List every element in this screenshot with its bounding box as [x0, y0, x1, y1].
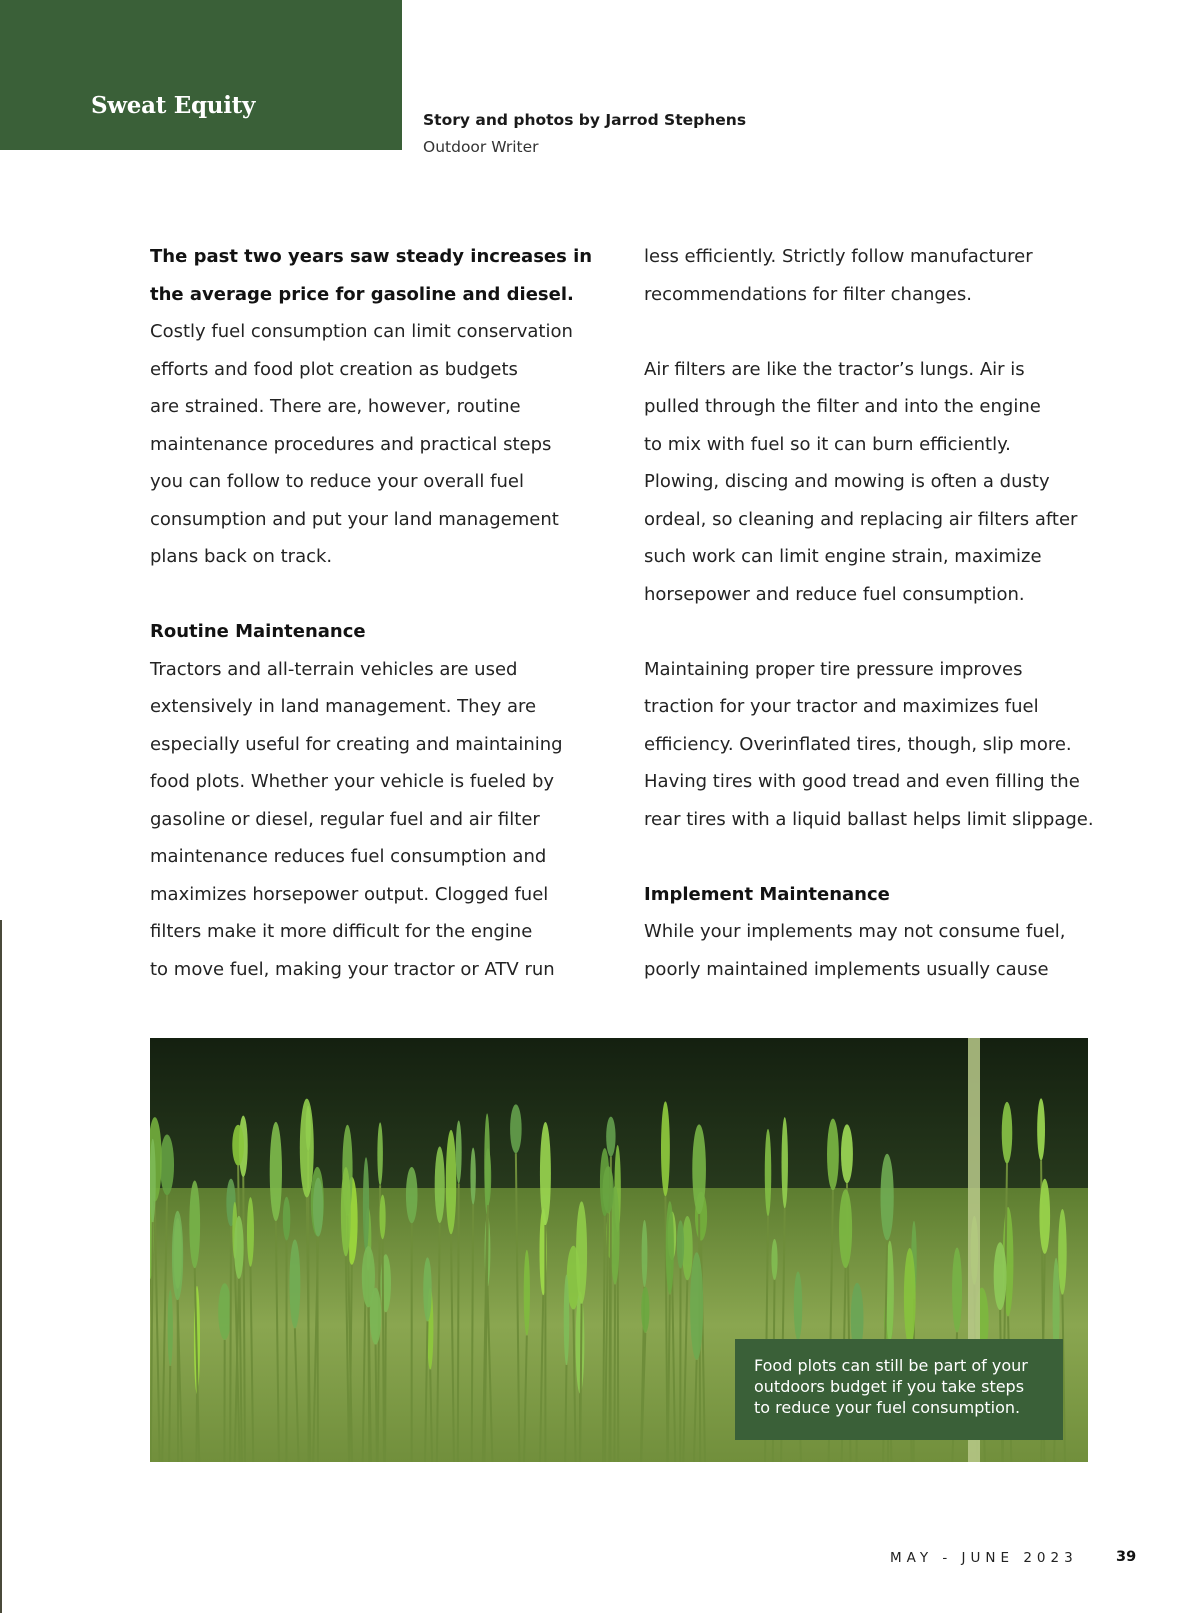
paragraph-break: [644, 313, 1094, 351]
paragraph-break: [644, 613, 1094, 651]
text-line: ordeal, so cleaning and replacing air filters after: [644, 508, 1078, 530]
section-header-tab: [0, 0, 402, 150]
caption-line: Food plots can still be part of your: [754, 1356, 1028, 1375]
issue-date: MAY - JUNE 2023: [890, 1550, 1078, 1566]
text-line: rear tires with a liquid ballast helps limit slippage.: [644, 808, 1094, 830]
bold-text-line: the average price for gasoline and diesel.: [150, 283, 574, 305]
article-column-left: [150, 238, 592, 988]
bold-text-line: Implement Maintenance: [644, 883, 890, 905]
text-line: food plots. Whether your vehicle is fueled by: [150, 771, 555, 792]
text-line: Tractors and all-terrain vehicles are used: [150, 658, 518, 680]
page-number: 39: [1116, 1549, 1137, 1565]
photo-caption: [735, 1339, 1063, 1440]
paragraph-break: [644, 838, 1094, 876]
text-line: recommendations for filter changes.: [644, 283, 972, 305]
text-line: such work can limit engine strain, maximize: [644, 546, 1042, 567]
text-line: poorly maintained implements usually cause: [644, 958, 1049, 980]
text-line: efforts and food plot creation as budgets: [150, 358, 518, 380]
text-line: Maintaining proper tire pressure improves: [644, 658, 1023, 680]
text-line: filters make it more difficult for the engine: [150, 921, 533, 942]
text-line: to move fuel, making your tractor or ATV run: [150, 958, 555, 980]
text-line: especially useful for creating and maintaining: [150, 733, 563, 755]
text-line: maximizes horsepower output. Clogged fuel: [150, 883, 549, 905]
page-edge-divider: [0, 920, 2, 1613]
text-line: pulled through the filter and into the engine: [644, 396, 1041, 417]
text-line: Costly fuel consumption can limit conservation: [150, 321, 573, 342]
caption-line: outdoors budget if you take steps: [754, 1377, 1025, 1396]
text-line: maintenance procedures and practical steps: [150, 433, 552, 455]
caption-line: to reduce your fuel consumption.: [754, 1398, 1021, 1417]
bold-text-line: Routine Maintenance: [150, 621, 366, 642]
text-line: consumption and put your land management: [150, 508, 559, 530]
byline: [423, 107, 746, 161]
text-line: traction for your tractor and maximizes fuel: [644, 696, 1039, 717]
text-line: less efficiently. Strictly follow manufacturer: [644, 246, 1033, 267]
section-title: Sweat Equity: [91, 92, 256, 119]
text-line: While your implements may not consume fuel,: [644, 921, 1066, 942]
text-line: extensively in land management. They are: [150, 696, 537, 717]
text-line: you can follow to reduce your overall fuel: [150, 471, 524, 492]
text-line: Plowing, discing and mowing is often a dusty: [644, 471, 1050, 492]
text-line: Air filters are like the tractor’s lungs. Air is: [644, 358, 1025, 380]
text-line: maintenance reduces fuel consumption and: [150, 846, 547, 867]
bold-text-line: The past two years saw steady increases in: [150, 246, 593, 267]
text-line: gasoline or diesel, regular fuel and air filter: [150, 808, 540, 830]
article-column-right: [644, 238, 1094, 988]
paragraph-break: [150, 576, 592, 614]
author-credit: Story and photos by Jarrod Stephens: [423, 111, 747, 129]
text-line: plans back on track.: [150, 546, 333, 567]
text-line: to mix with fuel so it can burn efficiently.: [644, 433, 1011, 455]
text-line: efficiency. Overinflated tires, though, slip more.: [644, 733, 1072, 755]
text-line: horsepower and reduce fuel consumption.: [644, 583, 1025, 605]
text-line: Having tires with good tread and even filling the: [644, 771, 1080, 792]
author-role: Outdoor Writer: [423, 138, 539, 156]
text-line: are strained. There are, however, routine: [150, 396, 521, 417]
